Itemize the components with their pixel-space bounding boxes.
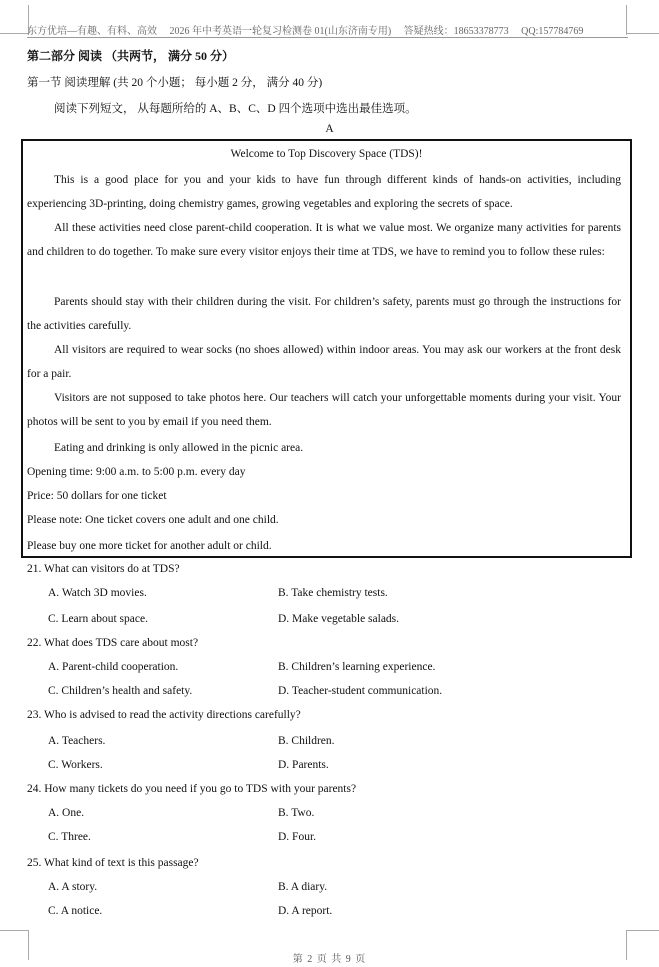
option-a: A. Teachers. bbox=[48, 735, 106, 747]
passage-paragraph: All visitors are required to wear socks (no shoes allowed) within indoor areas. You may ask our workers at the front desk for a pair. bbox=[27, 344, 621, 380]
question-stem: 21. What can visitors do at TDS? bbox=[27, 563, 180, 575]
option-b: B. Children’s learning experience. bbox=[278, 661, 436, 673]
ticket-buy-note: Please buy one more ticket for another adult or child. bbox=[27, 540, 272, 552]
header-qq: QQ:157784769 bbox=[521, 26, 584, 37]
option-b: B. Children. bbox=[278, 735, 335, 747]
option-a: A. Parent-child cooperation. bbox=[48, 661, 179, 673]
question-stem: 22. What does TDS care about most? bbox=[27, 637, 199, 649]
option-b: B. Two. bbox=[278, 807, 315, 819]
question-stem: 24. How many tickets do you need if you go to TDS with your parents? bbox=[27, 783, 357, 795]
option-c: C. A notice. bbox=[48, 905, 103, 917]
passage-label: A bbox=[325, 123, 334, 135]
header-hotline: 答疑热线：18653378773 bbox=[403, 26, 509, 37]
passage-paragraph: Parents should stay with their children during the visit. For children’s safety, parents must go through the instructions for the activities carefully. bbox=[27, 296, 621, 332]
subsection-title: 第一节 阅读理解 (共 20 个小题； 每小题 2 分， 满分 40 分) bbox=[27, 77, 323, 89]
crop-mark bbox=[626, 5, 641, 35]
option-d: D. Teacher-student communication. bbox=[278, 685, 443, 697]
option-c: C. Workers. bbox=[48, 759, 103, 771]
crop-mark bbox=[626, 930, 659, 931]
running-header bbox=[27, 22, 627, 37]
option-c: C. Children’s health and safety. bbox=[48, 685, 193, 697]
part-title: 第二部分 阅读 （共两节， 满分 50 分） bbox=[27, 49, 235, 63]
page-number: 第 2 页 共 9 页 bbox=[292, 954, 367, 965]
header-divider bbox=[27, 37, 628, 38]
option-b: B. A diary. bbox=[278, 881, 328, 893]
option-a: A. Watch 3D movies. bbox=[48, 587, 147, 599]
ticket-note: Please note: One ticket covers one adult and one child. bbox=[27, 514, 279, 526]
option-d: D. A report. bbox=[278, 905, 333, 917]
option-c: C. Learn about space. bbox=[48, 613, 148, 625]
option-d: D. Four. bbox=[278, 831, 317, 843]
option-a: A. A story. bbox=[48, 881, 98, 893]
opening-time: Opening time: 9:00 a.m. to 5:00 p.m. every day bbox=[27, 466, 246, 478]
question-stem: 25. What kind of text is this passage? bbox=[27, 857, 199, 869]
passage-paragraph: All these activities need close parent-child cooperation. It is what we value most. We organize many activities for parents and children to do together. To make sure every visitor enjoys their time at TDS, we have to remind you to follow these rules: bbox=[27, 222, 621, 258]
ticket-price: Price: 50 dollars for one ticket bbox=[27, 490, 167, 502]
header-title: 2026 年中考英语一轮复习检测卷 01(山东济南专用) bbox=[169, 26, 392, 37]
instruction: 阅读下列短文， 从每题所给的 A、B、C、D 四个选项中选出最佳选项。 bbox=[54, 103, 417, 115]
passage-paragraph: Eating and drinking is only allowed in the picnic area. bbox=[54, 442, 304, 454]
header-org: 东方优培—有趣、有料、高效 bbox=[27, 26, 157, 37]
passage-paragraph: This is a good place for you and your kids to have fun through different kinds of hands-on activities, including experiencing 3D-printing, doing chemistry games, growing vegetables and exploring the secrets of space. bbox=[27, 174, 621, 210]
option-a: A. One. bbox=[48, 807, 85, 819]
crop-mark bbox=[0, 33, 28, 34]
option-d: D. Make vegetable salads. bbox=[278, 613, 400, 625]
question-stem: 23. Who is advised to read the activity directions carefully? bbox=[27, 709, 301, 721]
option-c: C. Three. bbox=[48, 831, 91, 843]
crop-mark bbox=[626, 33, 659, 34]
crop-mark bbox=[0, 930, 28, 931]
passage-paragraph: Visitors are not supposed to take photos here. Our teachers will catch your unforgettable moments during your visit. Your photos will be sent to you by email if you need them. bbox=[27, 392, 621, 428]
option-b: B. Take chemistry tests. bbox=[278, 587, 388, 599]
option-d: D. Parents. bbox=[278, 759, 329, 771]
passage-title: Welcome to Top Discovery Space (TDS)! bbox=[230, 148, 423, 160]
